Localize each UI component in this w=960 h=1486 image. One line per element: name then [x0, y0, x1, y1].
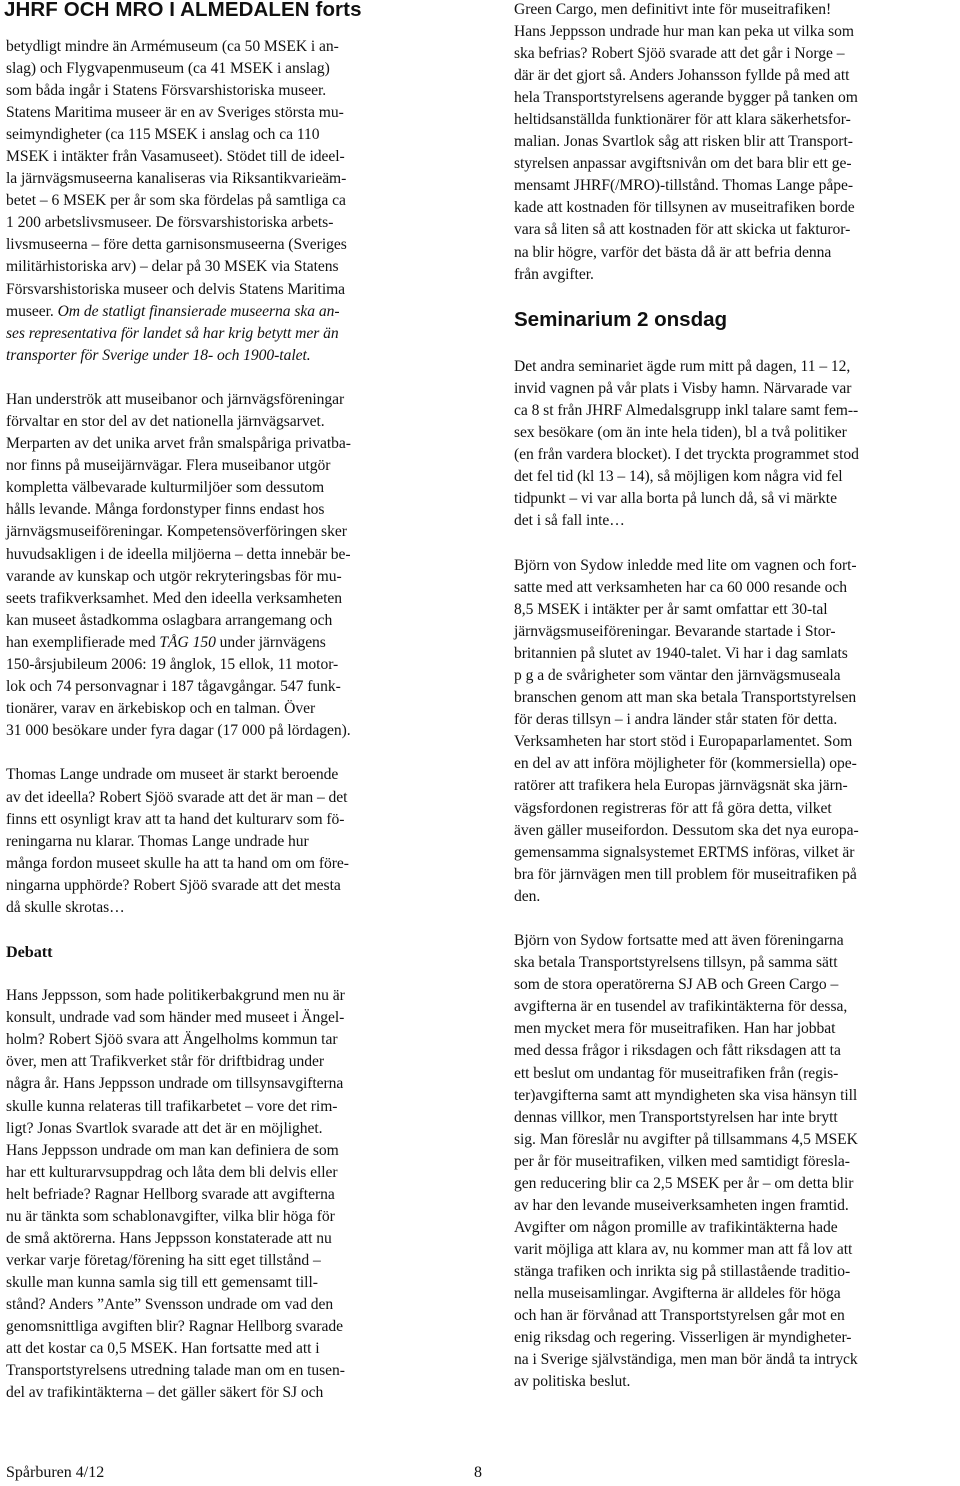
section-heading-seminar-2: Seminarium 2 onsdag [514, 308, 728, 332]
paragraph-museum-funding [6, 36, 444, 367]
paragraph-text: betydligt mindre än Armémuseum (ca 50 MSEK i an- slag) och Flygvapenmuseum (ca 41 MSEK i anslag) som båda ingår i Statens Försvarshistoriska museer. Statens Maritima museer är en av Sveriges största mu- seimyndigheter (ca 115 MSEK i anslag och ca 110 MSEK i intäkter från Vasamuseet). Stödet till de ideel- la järnvägsmuseerna kanaliseras via Riksantikvarieäm- betet – 6 MSEK per år som ska fördelas på samtliga ca 1 200 arbetslivsmuseer. De försvarshistoriska arbets- livsmuseerna – före detta garnisonsmuseerna (Sveriges militärhistoriska arv) – delar på 30 MSEK via Statens Försvarshistoriska museer och delvis Statens Maritima museer. [6, 38, 347, 320]
footer-publication: Spårburen 4/12 [6, 1464, 105, 1481]
italic-emphasis: Om de statligt finansierade museerna ska an- ses representativa för landet så har krig betytt mer än transporter för Sverige under 18- och 1900-talet. [6, 302, 340, 364]
italic-title-tag150: TÅG 150 [159, 633, 216, 651]
section-heading-debatt: Debatt [6, 943, 53, 962]
right-column [514, 0, 959, 1393]
paragraph-debate-continued: Green Cargo, men definitivt inte för museitrafiken! Hans Jeppsson undrade hur man kan peka ut vilka som ska befrias? Robert Sjöö svarade att det går i Norge – där är det gjort så. Anders Johansson fyllde på med att hela Transportstyrelsens agerande bygger på tanken om heltidsanställda funktionärer för att klara säkerhetsfor- malian. Jonas Svartlok såg att risken blir att Transport- styrelsen anpassar avgiftsnivån om det bara blir ett ge- mensamt JHRF(/MRO)-tillstånd. Thomas Lange påpe- kade att kostnaden för tillsynen av museitrafiken borde vara så liten så att kostnaden för att skicka ut fakturor- na blir högre, varför det bästa då är att befria denna från avgifter. [514, 1, 858, 283]
page-title: JHRF OCH MRO I ALMEDALEN forts [4, 0, 362, 21]
paragraph-seminar-intro: Det andra seminariet ägde rum mitt på dagen, 11 – 12, invid vagnen på vår plats i Visby hamn. Närvarade var ca 8 st från JHRF Almedalsgrupp inkl talare samt fem-- sex besökare (om än inte hela tiden), bl a två politiker (en från vardera blocket). I det tryckta programmet stod det fel tid (kl 13 – 14), så möjligen kom några vid fel tidpunkt – vi var alla borta på lunch då, så vi märkte det i så fall inte… [514, 358, 859, 530]
paragraph-thomas-lange: Thomas Lange undrade om museet är starkt beroende av det ideella? Robert Sjöö svarade att det är man – det finns ett osynligt krav att ta hand det kulturarv som fö- reningarna nu klarar. Thomas Lange undrade hur många fordon museet skulle ha att ta hand om om före- ningarna upphörde? Robert Sjöö svarade att det mesta då skulle skrotas… [6, 766, 349, 916]
paragraph-text: under järnvägens 150-årsjubileum 2006: 19 ånglok, 15 ellok, 11 motor- lok och 74 personvagnar i 187 tågavgångar. 547 funk- tionärer, varav en ärkebiskop och en talman. Över 31 000 besökare under fyra dagar (17 000 på lördagen). [6, 633, 351, 739]
footer-page-number: 8 [474, 1464, 482, 1481]
left-column [6, 36, 444, 1404]
paragraph-bjorn-von-sydow: Björn von Sydow inledde med lite om vagnen och fort- satte med att verksamheten har ca 60 000 resande och 8,5 MSEK i intäkter per år samt omfattar ett 30-tal järnvägsmuseiföreningar. Bevarande startade i Stor- britannien på slutet av 1940-talet. Vi har i dag samlats p g a de svårigheter som väntar den järnvägsmuseala branschen genom att man ska betala Transportstyrelsen för deras tillsyn – i andra länder står staten för detta. Verksamheten har stort stöd i Europaparlamentet. Som en del av att införa möjligheter för (kommersiella) ope- ratörer att trafikera hela Europas järnvägsnät ska järn- vägsfordonen registreras för att få göra detta, vilket även gäller museifordon. Dessutom ska det nya europa- gemensamma signalsystemet ERTMS införas, vilket är bra för järnvägen men till problem för museitrafiken på den. [514, 556, 859, 905]
paragraph-debate: Hans Jeppsson, som hade politikerbakgrund men nu är konsult, undrade vad som händer med museet i Ängel- holm? Robert Sjöö svara att Ängelholms kommun tar över, men att Trafikverket står för driftbidrag under några år. Hans Jeppsson undrade om tillsynsavgifterna skulle kunna relateras till trafikarbetet – vore det rim- ligt? Jonas Svartlok svarade att det är en möjlighet. Hans Jeppsson undrade om man kan definiera de som har ett kulturarvsuppdrag och låta dem bli delvis eller helt befriade? Ragnar Hellborg svarade att avgifterna nu är tänkta som schablonavgifter, vilka blir höga för de små aktörerna. Hans Jeppsson konstaterade att nu verkar varje företag/förening ha sitt eget tillstånd – skulle man kunna samla sig till ett gemensamt till- stånd? Anders ”Ante” Svensson undrade om vad den genomsnittliga avgiften blir? Ragnar Hellborg svarade att det kostar ca 0,5 MSEK. Han fortsatte med att i Transportstyrelsens utredning talade man om en tusen- del av trafikintäkterna – det gäller säkert för SJ och [6, 987, 345, 1402]
paragraph-text: Han underströk att museibanor och järnvägsföreningar förvaltar en stor del av det nationella järnvägsarvet. Merparten av det unika arvet från smalspåriga privatba- nor finns på museijärnvägar. Flera museibanor utgör kompletta välbevarade kulturmiljöer som dessutom hålls levande. Många fordonstyper finns endast hos järnvägsmuseiföreningar. Kompetensöverföringen sker huvudsakligen i de ideella miljöerna – detta innebär be- varande av kunskap och utgör rekryteringsbas för mu- seets trafikverksamhet. Med den ideella verksamheten kan museet åstadkomma oslagbara arrangemang och han exemplifierade med [6, 391, 351, 651]
paragraph-bjorn-von-sydow-continued: Björn von Sydow fortsatte med att även föreningarna ska betala Transportstyrelsens tillsyn, på samma sätt som de stora operatörerna SJ AB och Green Cargo – avgifterna är en tusendel av trafikintäkterna för dessa, men mycket mera för museitrafiken. Han har jobbat med dessa frågor i riksdagen och fått riksdagen att ta ett beslut om undantag för museitrafiken från (regis- ter)avgifterna samt att myndigheten ska visa hänsyn till dennas villkor, men Transportstyrelsen har inte brytt sig. Man föreslår nu avgifter på tillsammans 4,5 MSEK per år för museitrafiken, vilken med samtidigt föresla- gen reducering blir ca 2,5 MSEK per år – om detta blir av har den levande museiverksamheten ingen framtid. Avgifter om någon promille av trafikintäkterna hade varit möjliga att klara av, nu kommer man att få lov att stänga trafiken och inrikta sig på stillastående traditio- nella museisamlingar. Avgifterna är alldeles för höga och han är förvånad att Transportstyrelsen går mot en enig riksdag och regering. Visserligen är myndigheter- na i Sverige självständiga, men man bör ändå ta intryck av politiska beslut. [514, 932, 858, 1391]
paragraph-museum-railways [6, 389, 444, 742]
